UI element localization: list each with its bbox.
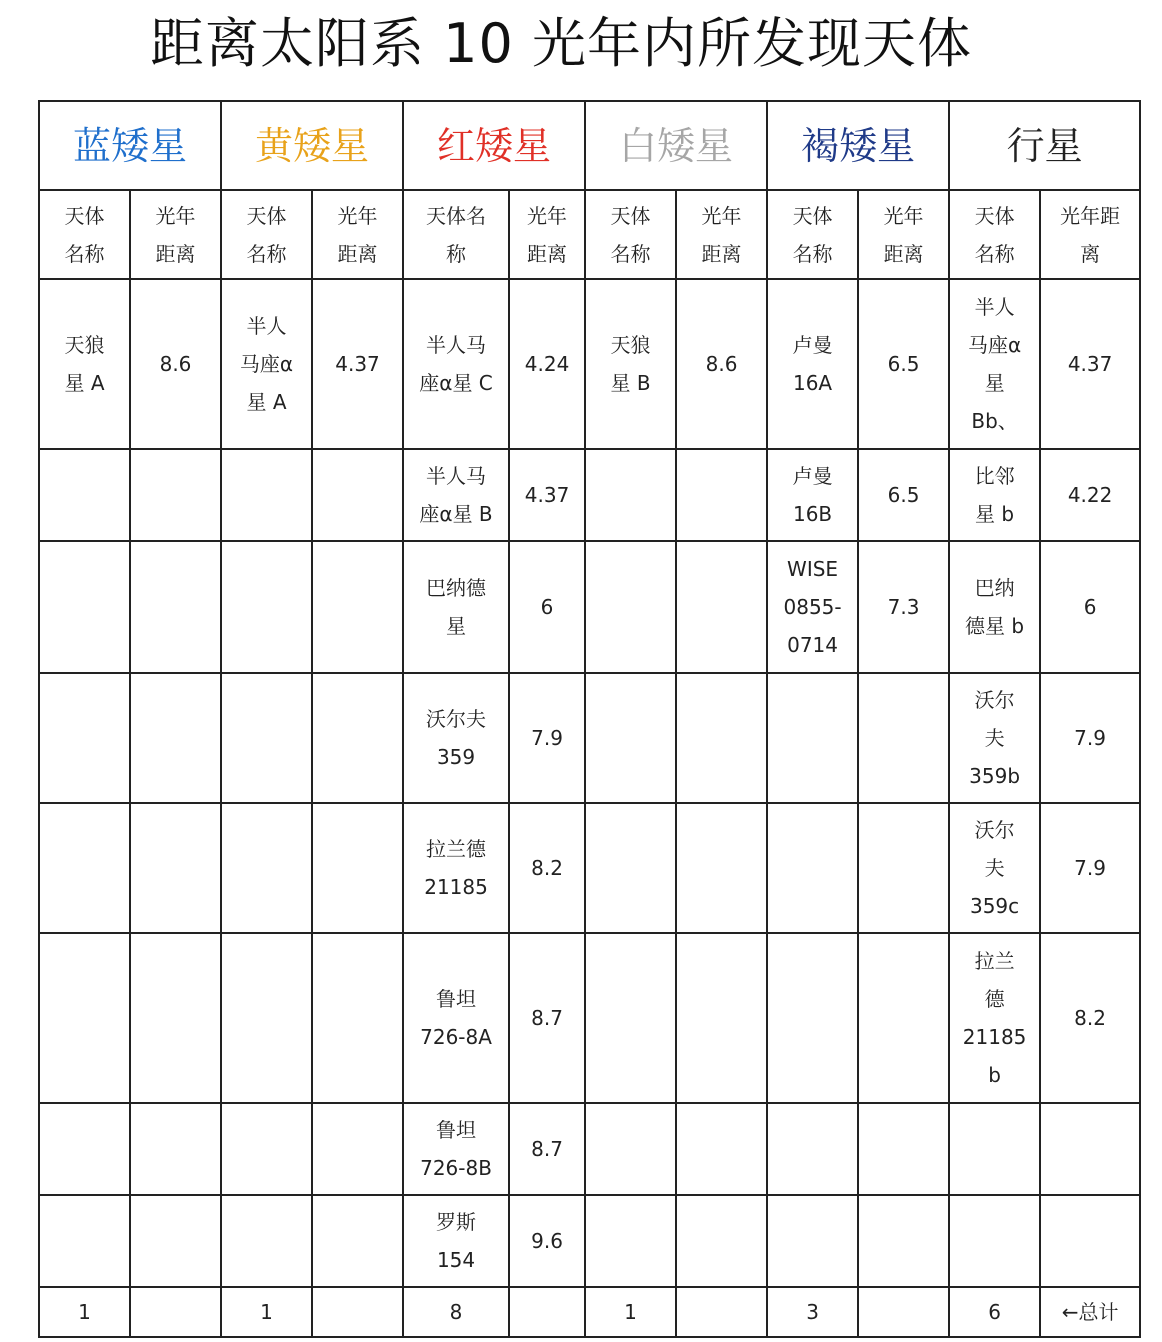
distance-value: 8.7 bbox=[531, 1006, 563, 1030]
body-name-cell bbox=[221, 449, 312, 541]
distance-value: 4.24 bbox=[524, 352, 570, 376]
distance-cell bbox=[509, 803, 585, 933]
distance-value: 8.6 bbox=[705, 352, 738, 376]
table-row bbox=[39, 449, 1140, 541]
body-name: 天狼 星 A bbox=[64, 333, 105, 395]
total-cell bbox=[403, 1287, 509, 1337]
body-name-cell bbox=[221, 1195, 312, 1287]
category-planet bbox=[949, 101, 1140, 190]
subheader-label: 天体 名称 bbox=[610, 203, 651, 266]
distance-cell bbox=[858, 1195, 949, 1287]
distance-value: 7.9 bbox=[531, 726, 563, 750]
distance-cell bbox=[1040, 933, 1140, 1103]
total-cell bbox=[39, 1287, 130, 1337]
subheader-label: 天体 名称 bbox=[792, 203, 833, 266]
body-name-cell bbox=[39, 1195, 130, 1287]
body-name-cell bbox=[949, 933, 1040, 1103]
subheader-label: 天体 名称 bbox=[974, 203, 1015, 266]
distance-value: 6.5 bbox=[887, 352, 920, 376]
distance-cell bbox=[509, 449, 585, 541]
body-name-cell bbox=[585, 1195, 676, 1287]
body-name-cell bbox=[949, 803, 1040, 933]
distance-cell bbox=[130, 933, 221, 1103]
subheader-label: 光年距 离 bbox=[1060, 203, 1121, 266]
category-label: 行星 bbox=[1006, 123, 1083, 168]
body-name-cell bbox=[221, 933, 312, 1103]
body-name-cell bbox=[585, 541, 676, 673]
table-row bbox=[39, 673, 1140, 803]
subheader-name bbox=[403, 190, 509, 279]
subheader-name bbox=[221, 190, 312, 279]
distance-cell bbox=[858, 449, 949, 541]
body-name: 天狼 星 B bbox=[610, 333, 651, 395]
distance-value: 6 bbox=[540, 595, 554, 619]
body-name: 卢曼 16B bbox=[792, 464, 833, 526]
subheader-label: 光年 距离 bbox=[155, 203, 196, 266]
subheader-name bbox=[39, 190, 130, 279]
body-name-cell bbox=[767, 541, 858, 673]
body-name-cell bbox=[403, 449, 509, 541]
body-name: 拉兰 德 21185 b bbox=[962, 949, 1027, 1087]
distance-cell bbox=[312, 1195, 403, 1287]
distance-cell bbox=[509, 1103, 585, 1195]
distance-value: 6.5 bbox=[887, 483, 920, 507]
totals-row bbox=[39, 1287, 1140, 1337]
distance-cell bbox=[858, 933, 949, 1103]
subheader-row bbox=[39, 190, 1140, 279]
total-note: ←总计 bbox=[1061, 1300, 1119, 1324]
body-name: 巴纳 德星 b bbox=[965, 576, 1025, 638]
distance-cell bbox=[130, 279, 221, 449]
body-name-cell bbox=[949, 673, 1040, 803]
category-label: 黄矮星 bbox=[255, 123, 370, 168]
total-note-cell bbox=[1040, 1287, 1140, 1337]
body-name-cell bbox=[767, 279, 858, 449]
subheader-label: 光年 距离 bbox=[701, 203, 742, 266]
page-title: 距离太阳系 10 光年内所发现天体 bbox=[149, 12, 973, 75]
distance-cell bbox=[130, 673, 221, 803]
total-count: 1 bbox=[624, 1300, 637, 1324]
body-name-cell bbox=[949, 541, 1040, 673]
table-row bbox=[39, 279, 1140, 449]
body-name: 巴纳德 星 bbox=[426, 576, 487, 638]
distance-cell bbox=[509, 673, 585, 803]
celestial-bodies-table bbox=[38, 100, 1141, 1338]
body-name-cell bbox=[403, 1103, 509, 1195]
distance-cell bbox=[858, 803, 949, 933]
body-name-cell bbox=[39, 1103, 130, 1195]
distance-value: 4.37 bbox=[1067, 352, 1113, 376]
distance-cell bbox=[312, 541, 403, 673]
total-count: 3 bbox=[806, 1300, 819, 1324]
body-name: 比邻 星 b bbox=[974, 464, 1015, 526]
body-name-cell bbox=[767, 1103, 858, 1195]
total-count: 1 bbox=[78, 1300, 91, 1324]
distance-cell bbox=[676, 449, 767, 541]
distance-cell bbox=[676, 541, 767, 673]
total-cell bbox=[676, 1287, 767, 1337]
body-name-cell bbox=[767, 933, 858, 1103]
body-name: 半人 马座α 星 A bbox=[239, 314, 294, 414]
body-name-cell bbox=[39, 933, 130, 1103]
distance-cell bbox=[1040, 279, 1140, 449]
body-name: 鲁坦 726-8B bbox=[420, 1118, 492, 1180]
body-name: 沃尔 夫 359c bbox=[969, 818, 1020, 918]
distance-value: 4.22 bbox=[1067, 483, 1113, 507]
total-count: 8 bbox=[449, 1300, 463, 1324]
total-cell bbox=[767, 1287, 858, 1337]
table-row bbox=[39, 1195, 1140, 1287]
body-name-cell bbox=[767, 1195, 858, 1287]
distance-cell bbox=[312, 673, 403, 803]
subheader-name bbox=[949, 190, 1040, 279]
body-name-cell bbox=[585, 933, 676, 1103]
distance-cell bbox=[312, 1103, 403, 1195]
distance-cell bbox=[1040, 541, 1140, 673]
total-cell bbox=[585, 1287, 676, 1337]
body-name-cell bbox=[585, 673, 676, 803]
distance-cell bbox=[676, 673, 767, 803]
distance-cell bbox=[130, 449, 221, 541]
body-name: 沃尔 夫 359b bbox=[969, 688, 1021, 788]
subheader-label: 天体 名称 bbox=[64, 203, 105, 266]
distance-cell bbox=[676, 933, 767, 1103]
distance-value: 7.3 bbox=[887, 595, 920, 619]
body-name-cell bbox=[39, 541, 130, 673]
distance-cell bbox=[130, 541, 221, 673]
distance-cell bbox=[1040, 673, 1140, 803]
body-name-cell bbox=[39, 449, 130, 541]
body-name-cell bbox=[949, 1103, 1040, 1195]
body-name-cell bbox=[949, 279, 1040, 449]
body-name: 卢曼 16A bbox=[792, 333, 833, 395]
distance-cell bbox=[858, 541, 949, 673]
body-name: 鲁坦 726-8A bbox=[420, 987, 492, 1049]
category-red-dwarf bbox=[403, 101, 585, 190]
body-name-cell bbox=[403, 803, 509, 933]
distance-cell bbox=[130, 803, 221, 933]
distance-cell bbox=[312, 803, 403, 933]
subheader-label: 天体 名称 bbox=[246, 203, 287, 266]
distance-cell bbox=[858, 279, 949, 449]
distance-cell bbox=[1040, 803, 1140, 933]
distance-cell bbox=[676, 279, 767, 449]
body-name-cell bbox=[39, 279, 130, 449]
category-white-dwarf bbox=[585, 101, 767, 190]
body-name: 沃尔夫 359 bbox=[426, 707, 487, 769]
body-name-cell bbox=[585, 449, 676, 541]
body-name-cell bbox=[585, 803, 676, 933]
distance-value: 9.6 bbox=[531, 1229, 563, 1253]
body-name-cell bbox=[221, 279, 312, 449]
table-row bbox=[39, 541, 1140, 673]
total-count: 1 bbox=[260, 1300, 273, 1324]
body-name: 半人 马座α 星 Bb、 bbox=[967, 295, 1022, 433]
table-row bbox=[39, 803, 1140, 933]
table-row bbox=[39, 1103, 1140, 1195]
subheader-name bbox=[585, 190, 676, 279]
distance-value: 8.2 bbox=[531, 856, 563, 880]
body-name-cell bbox=[221, 1103, 312, 1195]
table-row bbox=[39, 933, 1140, 1103]
body-name-cell bbox=[403, 279, 509, 449]
body-name: 罗斯 154 bbox=[436, 1210, 477, 1272]
total-cell bbox=[312, 1287, 403, 1337]
body-name-cell bbox=[949, 1195, 1040, 1287]
subheader-label: 光年 距离 bbox=[337, 203, 378, 266]
body-name: WISE 0855- 0714 bbox=[783, 557, 842, 657]
total-cell bbox=[221, 1287, 312, 1337]
body-name-cell bbox=[585, 1103, 676, 1195]
distance-cell bbox=[509, 933, 585, 1103]
total-cell bbox=[949, 1287, 1040, 1337]
category-label: 褐矮星 bbox=[801, 123, 916, 168]
body-name-cell bbox=[221, 673, 312, 803]
subheader-distance bbox=[1040, 190, 1140, 279]
body-name-cell bbox=[403, 933, 509, 1103]
distance-cell bbox=[312, 933, 403, 1103]
distance-cell bbox=[509, 279, 585, 449]
distance-value: 7.9 bbox=[1074, 856, 1106, 880]
subheader-label: 光年 距离 bbox=[883, 203, 924, 266]
distance-cell bbox=[130, 1195, 221, 1287]
body-name-cell bbox=[767, 449, 858, 541]
distance-cell bbox=[130, 1103, 221, 1195]
body-name-cell bbox=[767, 803, 858, 933]
category-label: 红矮星 bbox=[437, 123, 552, 168]
body-name-cell bbox=[585, 279, 676, 449]
category-blue-dwarf bbox=[39, 101, 221, 190]
category-header-row bbox=[39, 101, 1140, 190]
data-rows bbox=[39, 279, 1140, 1287]
subheader-label: 光年 距离 bbox=[527, 203, 568, 266]
subheader-distance bbox=[130, 190, 221, 279]
category-brown-dwarf bbox=[767, 101, 949, 190]
distance-value: 8.7 bbox=[531, 1137, 563, 1161]
distance-cell bbox=[676, 803, 767, 933]
body-name: 半人马 座α星 C bbox=[419, 333, 493, 395]
total-cell bbox=[130, 1287, 221, 1337]
total-cell bbox=[509, 1287, 585, 1337]
subheader-label: 天体名 称 bbox=[426, 203, 487, 266]
body-name-cell bbox=[767, 673, 858, 803]
body-name: 拉兰德 21185 bbox=[424, 837, 488, 899]
body-name-cell bbox=[39, 673, 130, 803]
distance-cell bbox=[858, 1103, 949, 1195]
total-cell bbox=[858, 1287, 949, 1337]
distance-cell bbox=[312, 279, 403, 449]
distance-value: 4.37 bbox=[335, 352, 380, 376]
distance-cell bbox=[1040, 1195, 1140, 1287]
subheader-distance bbox=[676, 190, 767, 279]
distance-value: 6 bbox=[1083, 595, 1097, 619]
subheader-distance bbox=[509, 190, 585, 279]
subheader-distance bbox=[858, 190, 949, 279]
body-name: 半人马 座α星 B bbox=[419, 464, 493, 526]
distance-value: 8.6 bbox=[159, 352, 192, 376]
distance-cell bbox=[858, 673, 949, 803]
distance-cell bbox=[312, 449, 403, 541]
subheader-name bbox=[767, 190, 858, 279]
distance-cell bbox=[1040, 1103, 1140, 1195]
category-yellow-dwarf bbox=[221, 101, 403, 190]
body-name-cell bbox=[403, 541, 509, 673]
distance-cell bbox=[676, 1103, 767, 1195]
body-name-cell bbox=[221, 803, 312, 933]
subheader-distance bbox=[312, 190, 403, 279]
category-label: 蓝矮星 bbox=[73, 123, 188, 168]
distance-value: 4.37 bbox=[524, 483, 570, 507]
distance-cell bbox=[676, 1195, 767, 1287]
distance-cell bbox=[509, 541, 585, 673]
category-label: 白矮星 bbox=[619, 123, 734, 168]
body-name-cell bbox=[403, 673, 509, 803]
body-name-cell bbox=[221, 541, 312, 673]
body-name-cell bbox=[949, 449, 1040, 541]
body-name-cell bbox=[403, 1195, 509, 1287]
distance-cell bbox=[1040, 449, 1140, 541]
distance-cell bbox=[509, 1195, 585, 1287]
distance-value: 7.9 bbox=[1074, 726, 1106, 750]
distance-value: 8.2 bbox=[1074, 1006, 1106, 1030]
body-name-cell bbox=[39, 803, 130, 933]
total-count: 6 bbox=[988, 1300, 1001, 1324]
